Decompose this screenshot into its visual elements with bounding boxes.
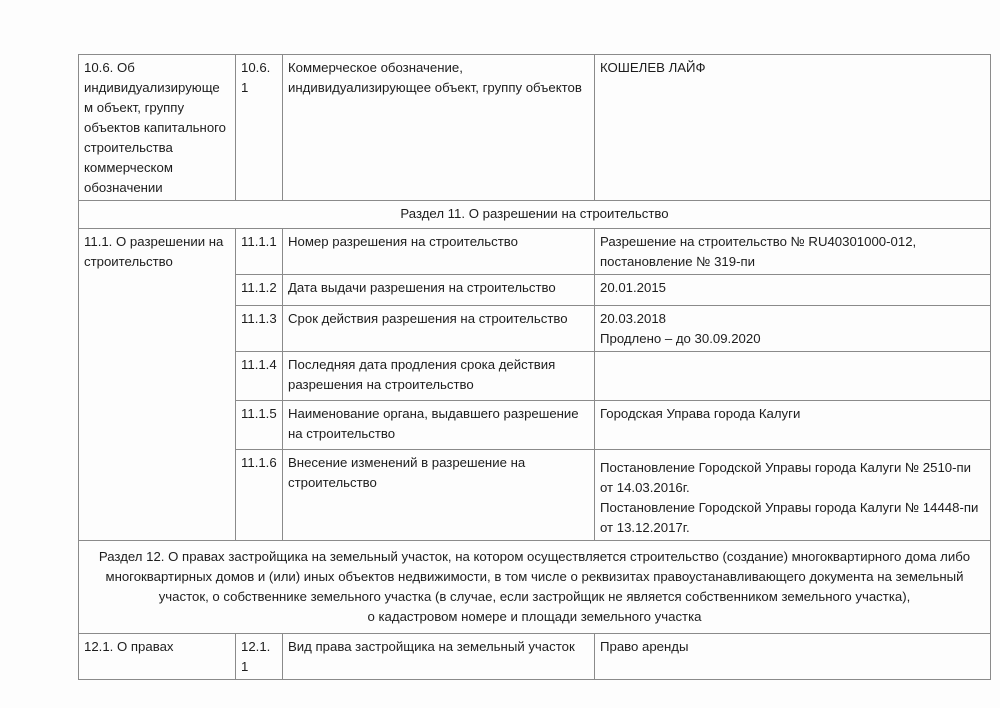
- field-value: [595, 401, 991, 450]
- item-number: 11.1.6: [236, 450, 283, 541]
- group-label-line: строительства: [84, 140, 173, 155]
- value-line: Разрешение на строительство № RU40301000-012,: [600, 234, 917, 249]
- section-title-line: многоквартирных домов и (или) иных объектов недвижимости, в том числе о реквизитах правоустанавливающего документа на земельный: [105, 569, 964, 584]
- value-line: Постановление Городской Управы города Калуги № 2510-пи: [600, 460, 972, 475]
- field-label: Срок действия разрешения на строительство: [283, 306, 595, 352]
- field-label: Номер разрешения на строительство: [283, 229, 595, 275]
- item-number: 11.1.4: [236, 352, 283, 401]
- item-number: 11.1.5: [236, 401, 283, 450]
- field-value: [595, 275, 991, 306]
- field-label: Коммерческое обозначение, индивидуализирующее объект, группу объектов: [283, 55, 595, 201]
- value-line: 20.03.2018: [600, 311, 667, 326]
- group-label-line: м объект, группу: [84, 100, 185, 115]
- group-label-line: 10.6. Об: [84, 60, 135, 75]
- section-header-row-11: [79, 201, 991, 229]
- project-declaration-table: [78, 54, 991, 680]
- field-label: Внесение изменений в разрешение на строительство: [283, 450, 595, 541]
- section-title-line: участок, о собственнике земельного участка (в случае, если застройщик не является собственником земельного участка),: [158, 589, 911, 604]
- section-header-row-12: [79, 541, 991, 634]
- item-number: 12.1.1: [236, 634, 283, 680]
- field-value: [595, 306, 991, 352]
- table-row-12-1-1: [79, 634, 991, 680]
- section-title-line: о кадастровом номере и площади земельного участка: [367, 609, 702, 624]
- section-12-title: [79, 541, 991, 634]
- value-line: 20.01.2015: [600, 280, 667, 295]
- item-number: 11.1.2: [236, 275, 283, 306]
- item-number: 10.6.1: [236, 55, 283, 201]
- section-11-title: Раздел 11. О разрешении на строительство: [79, 201, 991, 229]
- value-line: Городская Управа города Калуги: [600, 406, 801, 421]
- field-label: Последняя дата продления срока действия разрешения на строительство: [283, 352, 595, 401]
- field-value: КОШЕЛЕВ ЛАЙФ: [595, 55, 991, 201]
- section-title-line: Раздел 12. О правах застройщика на земельный участок, на котором осуществляется строительство (создание) многоквартирного дома либо: [98, 549, 971, 564]
- group-label-line: объектов капитального: [84, 120, 227, 135]
- group-label-line: обозначении: [84, 180, 163, 195]
- group-label-line: коммерческом: [84, 160, 173, 175]
- field-value-empty: [595, 352, 991, 401]
- value-line: от 14.03.2016г.: [600, 480, 690, 495]
- item-number: 11.1.1: [236, 229, 283, 275]
- group-cell-12-1: 12.1. О правах: [79, 634, 236, 680]
- group-cell-11-1: 11.1. О разрешении на строительство: [79, 229, 236, 541]
- value-line: Постановление Городской Управы города Калуги № 14448-пи: [600, 500, 979, 515]
- field-label: Наименование органа, выдавшего разрешение на строительство: [283, 401, 595, 450]
- field-value: [595, 450, 991, 541]
- value-line: Продлено – до 30.09.2020: [600, 331, 761, 346]
- field-value: [595, 229, 991, 275]
- item-number: 11.1.3: [236, 306, 283, 352]
- value-line: от 13.12.2017г.: [600, 520, 690, 535]
- field-label: Вид права застройщика на земельный участок: [283, 634, 595, 680]
- field-label: Дата выдачи разрешения на строительство: [283, 275, 595, 306]
- table-row-11-1-1: [79, 229, 991, 275]
- field-value: Право аренды: [595, 634, 991, 680]
- value-line: постановление № 319-пи: [600, 254, 756, 269]
- group-label-line: индивидуализирующе: [84, 80, 220, 95]
- table-row-10-6: [79, 55, 991, 201]
- group-cell-10-6: [79, 55, 236, 201]
